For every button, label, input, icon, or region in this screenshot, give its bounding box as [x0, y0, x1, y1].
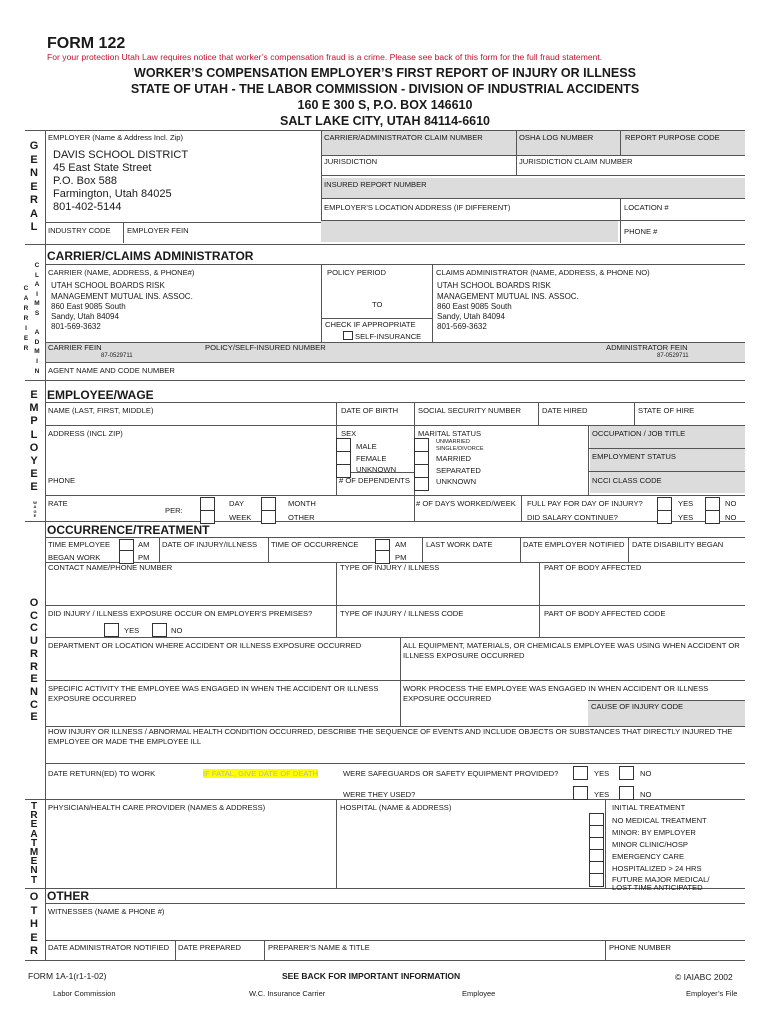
date-prepared-label: DATE PREPARED [178, 943, 242, 952]
treatment-side-letter-3: E [30, 819, 38, 831]
marital-unmarried-label: UNMARRIED SINGLE/DIVORCE [436, 439, 484, 452]
occurrence-side-letter-6: R [30, 660, 38, 673]
occurrence-side-letter-9: C [30, 698, 38, 711]
treatment-side-letter-6: M [29, 847, 39, 858]
full-pay-yes-checkbox[interactable] [657, 497, 672, 511]
per-other-checkbox[interactable] [261, 510, 276, 524]
treatment-side-letter-7: E [30, 856, 38, 868]
date-hired-label: DATE HIRED [542, 406, 588, 415]
contact-label: CONTACT NAME/PHONE NUMBER [48, 563, 173, 572]
claims-admin-side-letter-12: N [34, 367, 40, 375]
employee-name-label: NAME (LAST, FIRST, MIDDLE) [48, 406, 154, 415]
copy-employee: Employee [462, 989, 496, 998]
other-side-letter-5: R [30, 945, 38, 957]
employee-side-letter-4: L [30, 428, 38, 441]
treatment-option-checkbox[interactable] [589, 873, 604, 887]
female-checkbox[interactable] [336, 451, 351, 465]
salary-no-checkbox[interactable] [705, 510, 720, 524]
premises-yes-label: YES [124, 626, 140, 635]
dependents-label: # OF DEPENDENTS [339, 476, 410, 485]
copyright: © IAIABC 2002 [675, 972, 733, 982]
part-body-label: PART OF BODY AFFECTED [544, 563, 642, 572]
treatment-side-letter-4: A [30, 828, 38, 840]
occurrence-side-letter-2: C [30, 609, 38, 622]
occ-pm-checkbox[interactable] [375, 550, 390, 564]
carrier-section-title: CARRIER/CLAIMS ADMINISTRATOR [47, 249, 254, 263]
insured-report-label: INSURED REPORT NUMBER [324, 180, 427, 189]
treatment-option-label: NO MEDICAL TREATMENT [612, 816, 707, 825]
copy-carrier: W.C. Insurance Carrier [249, 989, 326, 998]
claims-admin-line-5: 801-569-3632 [437, 322, 487, 331]
male-checkbox[interactable] [336, 438, 351, 452]
treatment-side-letter-8: N [30, 865, 38, 877]
dob-label: DATE OF BIRTH [341, 406, 399, 415]
header-agency: STATE OF UTAH - THE LABOR COMMISSION - DIVISION OF INDUSTRIAL ACCIDENTS [130, 82, 640, 96]
safeguards-no-label: NO [640, 769, 652, 778]
how-occurred-label: HOW INJURY OR ILLNESS / ABNORMAL HEALTH CONDITION OCCURRED, DESCRIBE THE SEQUENCE OF EVENTS AND INCLUDE OBJECTS OR SUBSTANCES THAT DIRECTLY INJURED THE EMPLOYEE OR MADE THE EMPLOYEE ILL [48, 727, 733, 746]
type-injury-label: TYPE OF INJURY / ILLNESS [340, 563, 440, 572]
time-employee-label: TIME EMPLOYEE [48, 540, 111, 549]
unknown-marital-checkbox[interactable] [414, 477, 429, 491]
treatment-option-label: FUTURE MAJOR MEDICAL/ LOST TIME ANTICIPATED [612, 875, 710, 892]
equipment-label: ALL EQUIPMENT, MATERIALS, OR CHEMICALS EMPLOYEE WAS USING WHEN ACCIDENT OR ILLNESS EXPOSURE OCCURRED [403, 641, 740, 660]
general-side-letter-7: L [30, 221, 38, 233]
used-yes-checkbox[interactable] [573, 786, 588, 800]
employee-side-letter-5: O [29, 441, 39, 454]
per-week-checkbox[interactable] [200, 510, 215, 524]
other-section-title: OTHER [47, 889, 89, 903]
employee-phone-label: PHONE [48, 476, 76, 485]
hospital-label: HOSPITAL (NAME & ADDRESS) [340, 803, 452, 812]
employee-side-letter-6: Y [30, 455, 38, 467]
carrier-side-letter-7: R [23, 345, 29, 352]
carrier-line-4: Sandy, Utah 84094 [51, 312, 119, 321]
sex-male-label: MALE [356, 442, 377, 451]
header-city: SALT LAKE CITY, UTAH 84114-6610 [279, 114, 491, 128]
preparer-label: PREPARER’S NAME & TITLE [268, 943, 370, 952]
occurrence-side-letter-8: N [30, 685, 38, 698]
copy-employer-file: Employer’s File [686, 989, 738, 998]
claims-admin-side-letter-2: L [35, 271, 39, 279]
other-side-letter-1: O [29, 891, 39, 903]
witnesses-label: WITNESSES (NAME & PHONE #) [48, 907, 165, 916]
report-purpose-label: REPORT PURPOSE CODE [625, 133, 720, 142]
self-insurance-label: SELF-INSURANCE [355, 332, 422, 341]
carrier-claim-label: CARRIER/ADMINISTRATOR CLAIM NUMBER [324, 133, 483, 142]
began-am-label: AM [138, 540, 150, 549]
carrier-label: CARRIER (NAME, ADDRESS, & PHONE#) [48, 268, 195, 277]
premises-label: DID INJURY / ILLNESS EXPOSURE OCCUR ON EMPLOYER’S PREMISES? [48, 609, 313, 618]
occurrence-side-letter-1: O [29, 597, 39, 609]
per-month-checkbox[interactable] [261, 497, 276, 511]
premises-no-label: NO [171, 626, 183, 635]
ncci-label: NCCI CLASS CODE [592, 476, 662, 485]
employee-side-letter-8: E [30, 481, 38, 494]
activity-label: SPECIFIC ACTIVITY THE EMPLOYEE WAS ENGAGED IN WHEN THE ACCIDENT OR ILLNESS EXPOSURE OCCURRED [48, 684, 379, 703]
general-side-letter-5: R [30, 194, 38, 206]
claims-admin-side-letter-3: A [34, 281, 40, 289]
claims-admin-side-letter-1: C [34, 262, 40, 269]
married-checkbox[interactable] [414, 451, 429, 465]
began-pm-checkbox[interactable] [119, 550, 134, 564]
employer-line-4: Farmington, Utah 84025 [53, 188, 172, 200]
carrier-line-5: 801-569-3632 [51, 322, 101, 331]
general-side-letter-6: A [30, 207, 38, 220]
treatment-side-letter-1: T [30, 801, 38, 812]
days-worked-label: # OF DAYS WORKED/WEEK [416, 499, 516, 508]
employer-label: EMPLOYER (Name & Address Incl. Zip) [48, 133, 184, 142]
claims-admin-label: CLAIMS ADMINISTRATOR (NAME, ADDRESS, & PHONE NO) [436, 268, 650, 277]
used-no-label: NO [640, 790, 652, 799]
treatment-option-label: EMERGENCY CARE [612, 852, 685, 861]
treatment-side-letter-5: T [30, 837, 38, 849]
claims-admin-side-letter-10: M [34, 348, 40, 356]
date-disability-label: DATE DISABILITY BEGAN [632, 540, 724, 549]
date-returned-label: DATE RETURN(ED) TO WORK [48, 769, 156, 778]
occurrence-side-letter-7: E [30, 673, 38, 686]
fatal-date-label: IF FATAL, GIVE DATE OF DEATH [203, 769, 319, 778]
salary-no-label: NO [725, 513, 737, 522]
part-code-label: PART OF BODY AFFECTED CODE [544, 609, 666, 618]
marital-separated-label: SEPARATED [436, 466, 481, 475]
claims-admin-side-letter-9: D [34, 338, 40, 346]
premises-yes-checkbox[interactable] [104, 623, 119, 637]
location-num-label: LOCATION # [624, 203, 669, 212]
per-other-label: OTHER [288, 513, 315, 522]
separated-checkbox[interactable] [414, 464, 429, 478]
premises-no-checkbox[interactable] [152, 623, 167, 637]
jurisdiction-label: JURISDICTION [324, 157, 378, 166]
copy-labor-commission: Labor Commission [53, 989, 116, 998]
occurrence-side-letter-5: R [30, 647, 38, 660]
safeguards-label: WERE SAFEGUARDS OR SAFETY EQUIPMENT PROVIDED? [343, 769, 559, 778]
wage-side-letter-4: E [33, 512, 37, 518]
self-insurance-checkbox[interactable] [343, 331, 353, 340]
see-back-notice: SEE BACK FOR IMPORTANT INFORMATION [282, 971, 461, 981]
other-phone-label: PHONE NUMBER [609, 943, 672, 952]
header-title: WORKER’S COMPENSATION EMPLOYER’S FIRST REPORT OF INJURY OR ILLNESS [134, 66, 636, 80]
claims-admin-line-3: 860 East 9085 South [437, 302, 512, 311]
check-appropriate-label: CHECK IF APPROPRIATE [325, 320, 416, 329]
marital-married-label: MARRIED [436, 454, 472, 463]
treatment-option-label: MINOR CLINIC/HOSP [612, 840, 688, 849]
safeguards-no-checkbox[interactable] [619, 766, 634, 780]
claims-admin-line-4: Sandy, Utah 84094 [437, 312, 505, 321]
policy-period-label: POLICY PERIOD [327, 268, 386, 277]
salary-yes-checkbox[interactable] [657, 510, 672, 524]
employer-line-5: 801-402-5144 [53, 201, 122, 213]
full-pay-label: FULL PAY FOR DAY OF INJURY? [527, 499, 643, 508]
fraud-notice: For your protection Utah Law requires notice that worker’s compensation fraud is a crime. Please see back of this form for the full fraud statement. [47, 52, 603, 62]
carrier-line-3: 860 East 9085 South [51, 302, 126, 311]
form-code: FORM 1A-1(r1-1-02) [28, 971, 107, 981]
employee-side-letter-7: E [30, 468, 38, 481]
wage-side-letter-1: W [33, 500, 37, 505]
department-label: DEPARTMENT OR LOCATION WHERE ACCIDENT OR ILLNESS EXPOSURE OCCURRED [48, 641, 362, 650]
marital-unknown-label: UNKNOWN [436, 477, 477, 486]
form-id: FORM 122 [47, 35, 126, 52]
used-label: WERE THEY USED? [343, 790, 416, 799]
occurrence-side-letter-3: C [30, 622, 38, 635]
marital-label: MARITAL STATUS [418, 429, 482, 438]
per-label: PER: [165, 506, 183, 515]
header-address: 160 E 300 S, P.O. BOX 146610 [297, 98, 473, 112]
phone-label: PHONE # [624, 227, 658, 236]
occ-am-label: AM [395, 540, 407, 549]
general-side-letter-3: N [30, 167, 38, 179]
safeguards-yes-checkbox[interactable] [573, 766, 588, 780]
employer-line-2: 45 East State Street [53, 162, 152, 174]
date-notified-label: DATE EMPLOYER NOTIFIED [523, 540, 625, 549]
other-side-letter-3: H [30, 918, 38, 930]
occurrence-side-letter-4: U [30, 635, 38, 648]
other-side-letter-4: E [30, 931, 38, 944]
treatment-option-label: HOSPITALIZED > 24 HRS [612, 864, 702, 873]
admin-fein-label: ADMINISTRATOR FEIN [606, 343, 688, 352]
employee-section-title: EMPLOYEE/WAGE [47, 388, 154, 402]
general-side-letter-1: G [29, 140, 39, 152]
per-day-checkbox[interactable] [200, 497, 215, 511]
claims-admin-side-letter-11: I [36, 358, 38, 365]
cause-code-label: CAUSE OF INJURY CODE [591, 702, 684, 711]
carrier-side-letter-6: E [23, 335, 29, 342]
per-week-label: WEEK [229, 513, 252, 522]
sex-female-label: FEMALE [356, 454, 387, 463]
safeguards-yes-label: YES [594, 769, 610, 778]
carrier-line-1: UTAH SCHOOL BOARDS RISK [51, 281, 165, 290]
unmarried-checkbox[interactable] [414, 438, 429, 452]
full-pay-yes-label: YES [678, 499, 694, 508]
claims-admin-line-1: UTAH SCHOOL BOARDS RISK [437, 281, 551, 290]
carrier-line-2: MANAGEMENT MUTUAL INS. ASSOC. [51, 292, 193, 301]
employment-status-label: EMPLOYMENT STATUS [592, 452, 676, 461]
carrier-side-letter-5: I [25, 325, 27, 332]
rate-label: RATE [48, 499, 68, 508]
carrier-fein-value: 87-0529711 [101, 353, 133, 359]
treatment-side-letter-9: T [30, 874, 38, 886]
claims-admin-side-letter-4: I [36, 290, 38, 298]
date-injury-label: DATE OF INJURY/ILLNESS [162, 540, 258, 549]
claims-admin-side-letter-5: M [34, 300, 40, 308]
carrier-side-letter-3: R [23, 305, 29, 312]
employer-line-1: DAVIS SCHOOL DISTRICT [53, 149, 189, 161]
treatment-side-letter-2: R [30, 810, 38, 822]
began-pm-label: PM [138, 553, 150, 562]
agent-label: AGENT NAME AND CODE NUMBER [48, 366, 175, 375]
used-no-checkbox[interactable] [619, 786, 634, 800]
initial-treatment-label: INITIAL TREATMENT [612, 803, 686, 812]
employee-side-letter-1: E [30, 389, 38, 401]
per-month-label: MONTH [288, 499, 316, 508]
claims-admin-side-letter-6: S [34, 310, 40, 317]
state-hire-label: STATE OF HIRE [638, 406, 695, 415]
carrier-side-letter-1: C [23, 285, 29, 292]
admin-fein-value: 87-0529711 [657, 353, 689, 359]
general-side-letter-4: E [30, 180, 38, 193]
policy-to-label: TO [372, 300, 383, 309]
began-work-label: BEGAN WORK [48, 553, 101, 562]
claims-admin-side-letter-8: A [34, 329, 40, 337]
sex-label: SEX [341, 429, 357, 438]
time-occurrence-label: TIME OF OCCURRENCE [271, 540, 359, 549]
carrier-side-letter-2: A [23, 295, 29, 302]
industry-code-label: INDUSTRY CODE [48, 226, 111, 235]
salary-continue-label: DID SALARY CONTINUE? [527, 513, 618, 522]
employee-side-letter-3: P [30, 415, 38, 428]
general-side-letter-2: E [30, 153, 38, 166]
carrier-side-letter-4: R [23, 315, 29, 322]
occ-pm-label: PM [395, 553, 407, 562]
jurisdiction-claim-label: JURISDICTION CLAIM NUMBER [519, 157, 633, 166]
employer-fein-label: EMPLOYER FEIN [127, 226, 189, 235]
date-admin-notified-label: DATE ADMINISTRATOR NOTIFIED [48, 943, 170, 952]
sex-unknown-label: UNKNOWN [356, 465, 397, 474]
full-pay-no-checkbox[interactable] [705, 497, 720, 511]
per-day-label: DAY [229, 499, 245, 508]
other-side-letter-2: T [30, 904, 38, 917]
osha-label: OSHA LOG NUMBER [519, 133, 594, 142]
ssn-label: SOCIAL SECURITY NUMBER [418, 406, 521, 415]
employer-line-3: P.O. Box 588 [53, 175, 118, 187]
full-pay-no-label: NO [725, 499, 737, 508]
physician-label: PHYSICIAN/HEALTH CARE PROVIDER (NAMES & ADDRESS) [48, 803, 266, 812]
occurrence-side-letter-10: E [30, 711, 38, 724]
policy-number-label: POLICY/SELF-INSURED NUMBER [205, 343, 326, 352]
salary-yes-label: YES [678, 513, 694, 522]
occupation-label: OCCUPATION / JOB TITLE [592, 429, 686, 438]
location-address-label: EMPLOYER’S LOCATION ADDRESS (IF DIFFERENT) [324, 203, 511, 212]
employee-side-letter-2: M [29, 402, 39, 415]
last-work-label: LAST WORK DATE [426, 540, 493, 549]
occurrence-section-title: OCCURRENCE/TREATMENT [47, 523, 210, 537]
treatment-option-label: MINOR: BY EMPLOYER [612, 828, 696, 837]
used-yes-label: YES [594, 790, 610, 799]
carrier-fein-label: CARRIER FEIN [48, 343, 102, 352]
wage-side-letter-2: A [33, 504, 37, 510]
work-process-label: WORK PROCESS THE EMPLOYEE WAS ENGAGED IN WHEN ACCIDENT OR ILLNESS EXPOSURE OCCURRED [403, 684, 709, 703]
claims-admin-line-2: MANAGEMENT MUTUAL INS. ASSOC. [437, 292, 579, 301]
address-label: ADDRESS (INCL ZIP) [48, 429, 123, 438]
wage-side-letter-3: G [33, 508, 37, 514]
type-code-label: TYPE OF INJURY / ILLNESS CODE [340, 609, 464, 618]
